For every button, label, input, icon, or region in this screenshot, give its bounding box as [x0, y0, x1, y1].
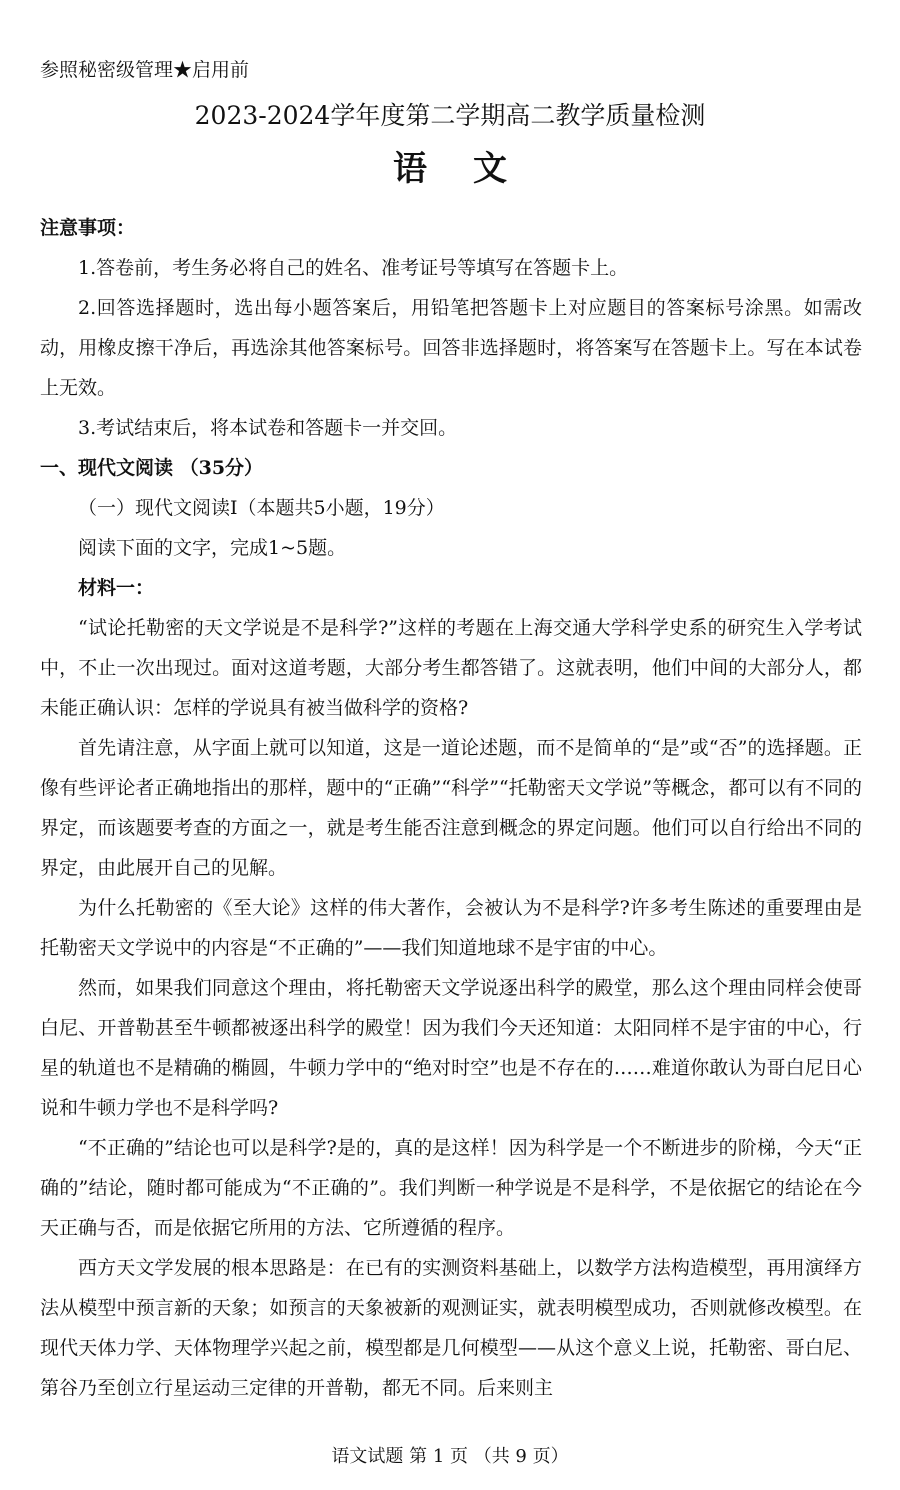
material-paragraph-5: “不正确的”结论也可以是科学?是的，真的是这样！因为科学是一个不断进步的阶梯，今天“正确的”结论，随时都可能成为“不正确的”。我们判断一种学说是不是科学，不是依据它的结论在今天正确与否，而是依据它所用的方法、它所遵循的程序。: [40, 1137, 862, 1239]
subject-title: 语文: [393, 149, 553, 189]
material-one-label: 材料一：: [78, 577, 155, 599]
reading-instruction: 阅读下面的文字，完成1~5题。: [78, 537, 347, 559]
notice-item-1: 1.答卷前，考生务必将自己的姓名、准考证号等填写在答题卡上。: [78, 257, 629, 279]
notice-item-3: 3.考试结束后，将本试卷和答题卡一并交回。: [78, 417, 458, 439]
material-paragraph-3: 为什么托勒密的《至大论》这样的伟大著作，会被认为不是科学?许多考生陈述的重要理由是托勒密天文学说中的内容是“不正确的”——我们知道地球不是宇宙的中心。: [40, 897, 862, 959]
material-paragraph-6: 西方天文学发展的根本思路是：在已有的实测资料基础上，以数学方法构造模型，再用演绎方法从模型中预言新的天象；如预言的天象被新的观测证实，就表明模型成功，否则就修改模型。在现代天体力学、天体物理学兴起之前，模型都是几何模型——从这个意义上说，托勒密、哥白尼、第谷乃至创立行星运动三定律的开普勒，都无不同。后来则主: [40, 1257, 862, 1399]
material-paragraph-2: 首先请注意，从字面上就可以知道，这是一道论述题，而不是简单的“是”或“否”的选择题。正像有些评论者正确地指出的那样，题中的“正确”“科学”“托勒密天文学说”等概念，都可以有不同的界定，而该题要考查的方面之一，就是考生能否注意到概念的界定问题。他们可以自行给出不同的界定，由此展开自己的见解。: [40, 737, 862, 879]
notice-item-2: 2.回答选择题时，选出每小题答案后，用铅笔把答题卡上对应题目的答案标号涂黑。如需改动，用橡皮擦干净后，再选涂其他答案标号。回答非选择题时，将答案写在答题卡上。写在本试卷上无效。: [40, 297, 862, 399]
exam-body: [40, 208, 862, 1408]
exam-title: 2023-2024学年度第二学期高二教学质量检测: [194, 101, 706, 130]
section-one-title: 一、现代文阅读 （35分）: [40, 457, 264, 479]
material-paragraph-4: 然而，如果我们同意这个理由，将托勒密天文学说逐出科学的殿堂，那么这个理由同样会使哥白尼、开普勒甚至牛顿都被逐出科学的殿堂！因为我们今天还知道：太阳同样不是宇宙的中心，行星的轨道也不是精确的椭圆，牛顿力学中的“绝对时空”也是不存在的……难道你敢认为哥白尼日心说和牛顿力学也不是科学吗?: [40, 977, 862, 1119]
material-paragraph-1: “试论托勒密的天文学说是不是科学?”这样的考题在上海交通大学科学史系的研究生入学考试中，不止一次出现过。面对这道考题，大部分考生都答错了。这就表明，他们中间的大部分人，都未能正确认识：怎样的学说具有被当做科学的资格?: [40, 617, 862, 719]
secret-level-label: 参照秘密级管理★启用前: [40, 59, 250, 81]
part-one-title: （一）现代文阅读Ⅰ（本题共5小题，19分）: [78, 497, 445, 519]
page-footer: 语文试题 第 1 页 （共 9 页）: [331, 1446, 569, 1467]
notice-title: 注意事项：: [40, 217, 136, 239]
